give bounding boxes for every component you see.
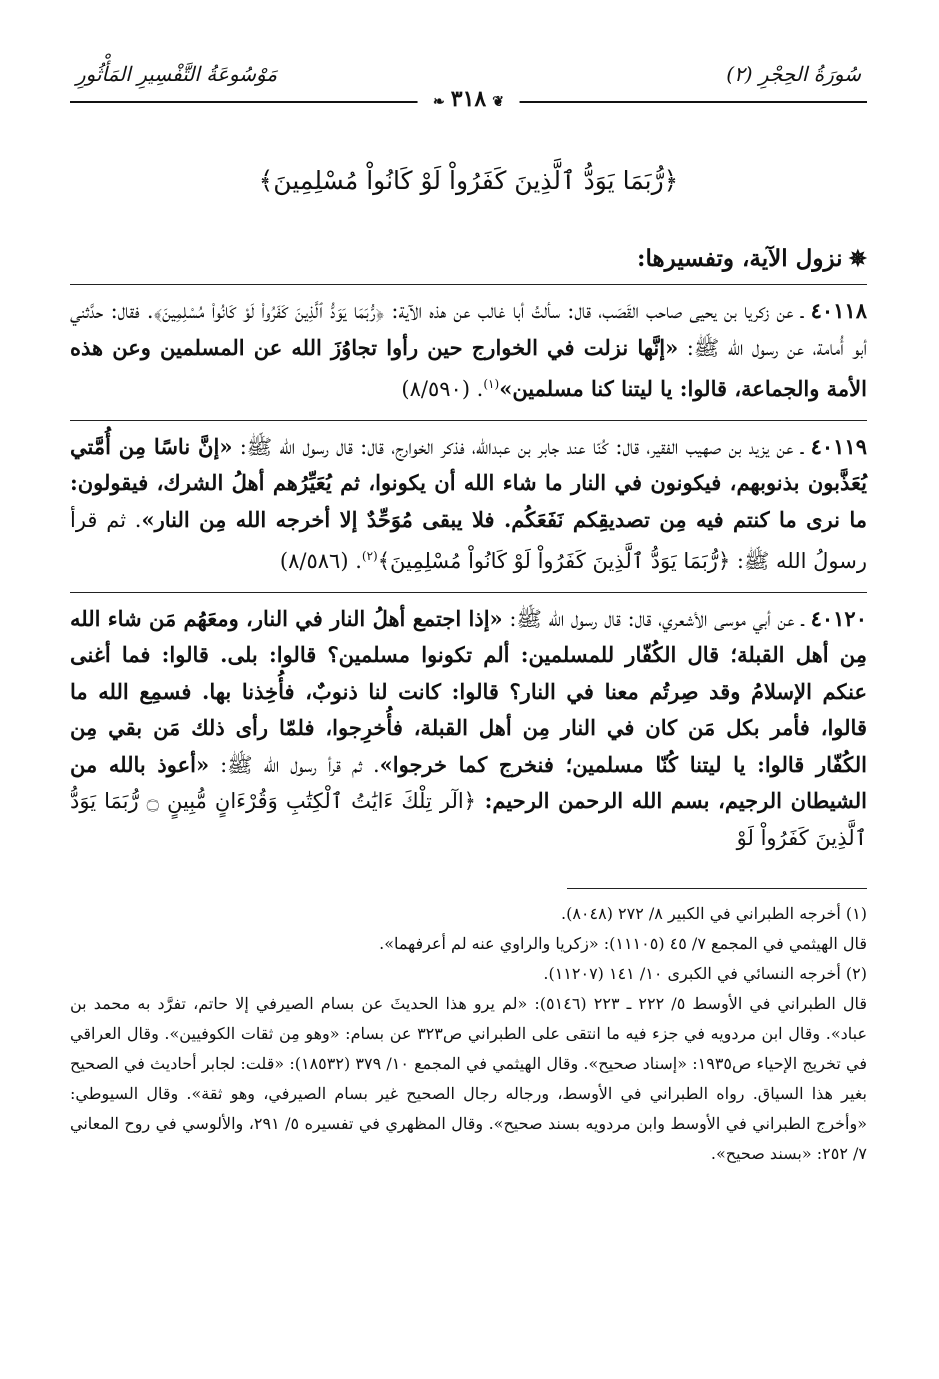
- entry-text: . ثم قرأ رسولُ الله ﷺ: ﴿رُّبَمَا يَوَدُّ ٱلَّذِينَ كَفَرُواْ لَوْ كَانُواْ مُسْلِمِينَ﴾: [70, 507, 867, 573]
- footnote: (١) أخرجه الطبراني في الكبير ٨/ ٢٧٢ (٨٠٤٨).: [561, 904, 867, 923]
- verse-heading: ﴿رُّبَمَا يَوَدُّ ٱلَّذِينَ كَفَرُواْ لَوْ كَانُواْ مُسْلِمِينَ﴾: [258, 166, 679, 195]
- page-number: ٣١٨: [450, 86, 487, 112]
- ornament-icon: ❧: [433, 94, 445, 110]
- hadith-entry: [70, 293, 867, 408]
- page-number-block: [417, 86, 520, 112]
- footnote: قال الهيثمي في المجمع ٧/ ٤٥ (١١١٠٥): «زكريا والراوي عنه لم أعرفهما».: [379, 934, 867, 953]
- hadith-entry: [70, 429, 867, 580]
- entry-quote: «إنَّها نزلت في الخوارج حين رأوا تجاوُزَ الله عن المسلمين وعن هذه الأمة والجماعة، قالوا: يا ليتنا كنا مسلمين»: [70, 334, 867, 401]
- section-title: نزول الآية، وتفسيرها:: [637, 245, 843, 272]
- entry-rule: [70, 420, 867, 421]
- entry-number: ٤٠١١٨: [810, 298, 867, 323]
- header-book-title: مَوْسُوعَةُ التَّفْسِيرِ المَأْثُورِ: [76, 62, 278, 86]
- star-ornament-icon: ✵: [848, 246, 867, 272]
- footnote: قال الطبراني في الأوسط ٥/ ٢٢٢ ـ ٢٢٣ (٥١٤٦): «لم يرو هذا الحديثَ عن بسام الصيرفي إلا حاتم، تفرَّد به محمد بن عباد». وقال ابن مردويه في جزء فيه ما انتقى على الطبراني ص٣٢٣ عن بسام: «وهو مِن ثقات الكوفيين». وقال العراقي في تخريج الإحياء ص١٩٣٥: «إسناد صحيح». وقال الهيثمي في المجمع ١٠/ ٣٧٩ (١٨٥٣٢): «قلت: لجابر أحاديث في الصحيح بغير هذا السياق. رواه الطبراني في الأوسط، ورجاله رجال الصحيح غير بسام الصيرفي، وهو ثقة». وقال السيوطي: «وأخرج الطبراني في الأوسط وابن مردويه بسند صحيح». وقال المظهري في تفسيره ٥/ ٢٩١، والألوسي في روح المعاني ٧/ ٢٥٢: «بسند صحيح».: [70, 994, 868, 1163]
- entry-quote: «إذا اجتمع أهلُ النار في النار، ومعَهُم مَن شاء الله مِن أهل القبلة؛ قال الكُفّار للمسلمين: ألم تكونوا مسلمين؟ قالوا: بلى. قالوا: فما أغنى عنكم الإسلامُ وقد صِرتُم معنا في النار؟ قالوا: كانت لنا ذنوبٌ، فأُخِذنا بها. فسمِع الله ما قالوا، فأمر بكل مَن كان في النار مِن أهل القبلة، فأُخرِجوا، فلمّا رأى ذلك مَن بقي مِن الكُفّار قالوا: يا ليتنا كُنّا مسلمين؛ فنخرج كما خرجوا»: [70, 605, 867, 777]
- header-surah-title: سُورَةُ الحِجْرِ (٢): [726, 62, 861, 86]
- entry-reference: . (٨/٥٩٠): [401, 377, 484, 401]
- section-title-row: [70, 245, 867, 272]
- entry-text: ـ عن أبي موسى الأشعري، قال: قال رسول الله ﷺ:: [502, 606, 811, 631]
- entry-rule: [70, 592, 867, 593]
- footnote-marker: (٢): [361, 549, 378, 563]
- entry-quote: «إنَّ ناسًا مِن أُمَّتي يُعَذَّبون بذنوبهم، فيكونون في النار ما شاء الله أن يكونوا، ثم يُعَيِّرُهم أهلُ الشرك، فيقولون: ما نرى ما كنتم فيه مِن تصديقِكم نَفَعَكُم. فلا يبقى مُوَحِّدٌ إلا أخرجه الله مِن النار»: [70, 433, 868, 532]
- entry-text: . ثم قرأ رسول الله ﷺ:: [209, 752, 380, 777]
- section-rule: [70, 284, 867, 285]
- entry-number: ٤٠١١٩: [810, 433, 867, 459]
- footnote-marker: (١): [483, 377, 500, 391]
- footnote-separator: [567, 888, 867, 889]
- entry-quote: «أعوذ بالله من الشيطان الرجيم، بسم الله الرحمن الرحيم:: [70, 751, 868, 813]
- entry-reference: . (٨/٥٨٦): [279, 549, 362, 573]
- ornament-icon: ❦: [492, 94, 504, 110]
- entry-text: ـ عن يزيد بن صهيب الفقير، قال: كُنّا عند جابر بن عبدالله، فذكر الخوارج، قال: قال رسول الله ﷺ:: [232, 434, 811, 459]
- entry-number: ٤٠١٢٠: [810, 605, 867, 631]
- entry-text: ـ عن زكريا بن يحيى صاحب القَصَب، قال: سألتُ أبا غالب عن هذه الآية: ﴿رُّبَمَا يَوَدُّ ٱلَّذِينَ كَفَرُواْ لَوْ كَانُواْ مُسْلِمِينَ﴾. فقال: حدَّثني أبو أُمامة، عن رسول الله ﷺ:: [70, 299, 867, 360]
- footnote: (٢) أخرجه النسائي في الكبرى ١٠/ ١٤١ (١١٢٠٧).: [543, 964, 867, 983]
- running-header: [70, 56, 867, 116]
- page: [70, 56, 867, 1349]
- entry-verse: ﴿الٓر تِلْكَ ءَايَٰتُ ٱلْكِتَٰبِ وَقُرْءَانٍ مُّبِينٍ ۝ رُّبَمَا يَوَدُّ ٱلَّذِينَ كَفَرُواْ لَوْ: [70, 789, 867, 850]
- hadith-entry: [70, 601, 867, 857]
